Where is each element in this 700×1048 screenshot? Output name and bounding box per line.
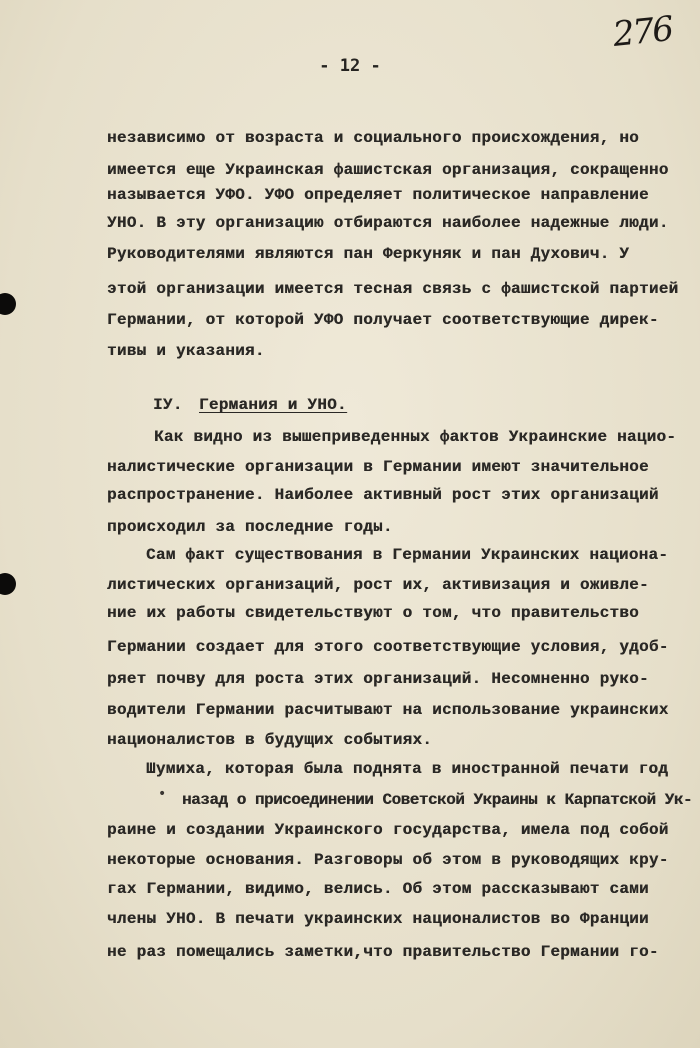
text-line: ряет почву для роста этих организаций. Несомненно руко- [107, 670, 649, 688]
page-number: - 12 - [319, 56, 381, 76]
text-line: Руководителями являются пан Феркуняк и пан Духович. У [107, 245, 630, 263]
text-line: некоторые основания. Разговоры об этом в руководящих кру- [107, 851, 669, 869]
text-line: ние их работы свидетельствуют о том, что правительство [107, 604, 639, 622]
text-line: налистические организации в Германии имеют значительное [107, 458, 649, 476]
text-line: распространение. Наиболее активный рост этих организаций [107, 486, 659, 504]
text-line: националистов в будущих событиях. [107, 731, 433, 749]
text-line: члены УНО. В печати украинских националистов во Франции [107, 910, 649, 928]
text-line: Сам факт существования в Германии Украинских национа- [146, 546, 669, 564]
text-line: называется УФО. УФО определяет политическое направление [107, 186, 649, 204]
text-line: Как видно из вышеприведенных фактов Украинские нацио- [154, 428, 677, 446]
punch-hole-bottom [0, 573, 16, 595]
text-line: тивы и указания. [107, 342, 265, 360]
text-line: независимо от возраста и социального происхождения, но [107, 129, 639, 147]
archive-folio-number: 276 [611, 9, 674, 55]
text-line: назад о присоединении Советской Украины к Карпатской Ук- [182, 791, 693, 809]
text-line: Германии создает для этого соответствующие условия, удоб- [107, 638, 669, 656]
text-line: Шумиха, которая была поднята в иностранной печати год [146, 760, 669, 778]
text-line: не раз помещались заметки,что правительство Германии го- [107, 943, 659, 961]
text-line: происходил за последние годы. [107, 518, 393, 536]
margin-mark: • [158, 786, 167, 802]
text-line: УНО. В эту организацию отбираются наиболее надежные люди. [107, 214, 669, 232]
text-line: листических организаций, рост их, активизация и оживле- [107, 576, 649, 594]
text-line: этой организации имеется тесная связь с фашистской партией [107, 280, 679, 298]
text-line: Германии, от которой УФО получает соответствующие дирек- [107, 311, 659, 329]
section-number: IУ. [153, 396, 183, 414]
text-line: гах Германии, видимо, велись. Об этом рассказывают сами [107, 880, 649, 898]
text-line: раине и создании Украинского государства, имела под собой [107, 821, 669, 839]
punch-hole-top [0, 293, 16, 315]
text-line: водители Германии расчитывают на использование украинских [107, 701, 669, 719]
text-line: имеется еще Украинская фашистская организация, сокращенно [107, 161, 669, 179]
section-title: Германия и УНО. [199, 396, 347, 414]
